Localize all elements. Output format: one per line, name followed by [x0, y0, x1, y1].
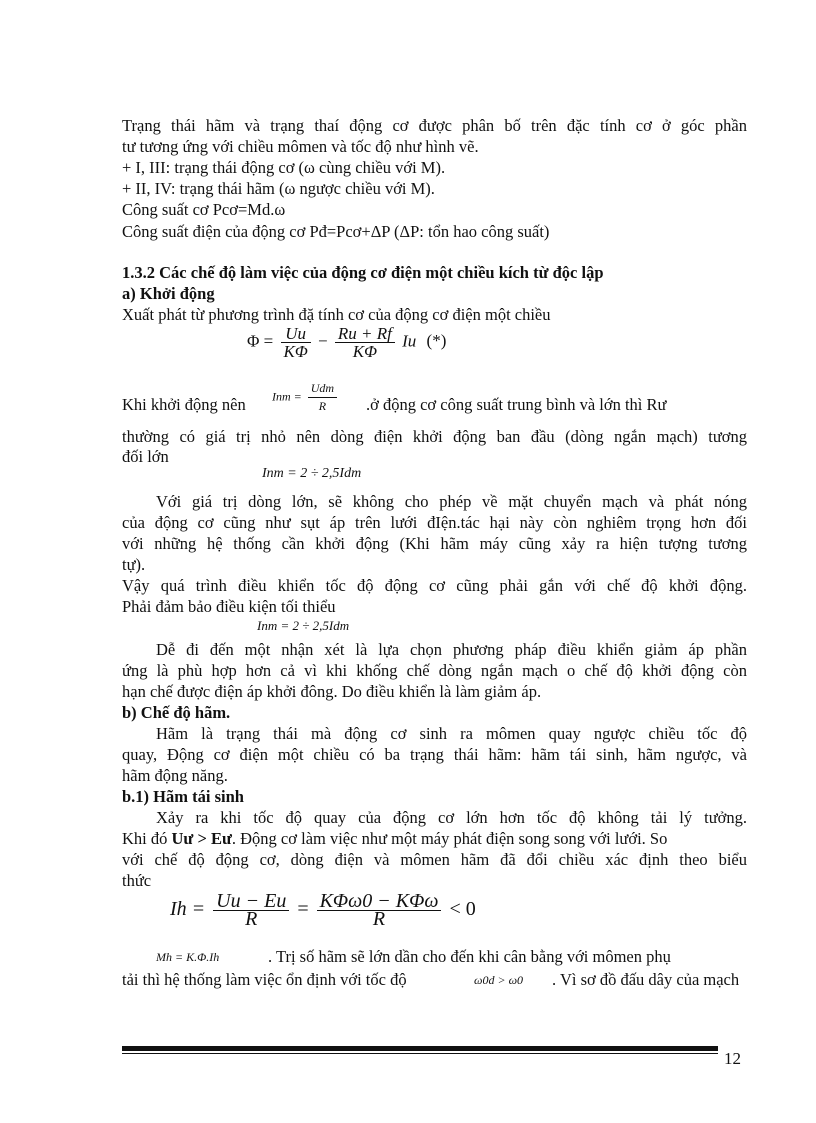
paragraph-line: đối lớn — [122, 447, 169, 466]
paragraph-line: với chế độ động cơ, dòng điện và mômen hãm đã đổi chiều xác định theo biểu — [122, 850, 747, 869]
footer-rule-thin — [122, 1053, 718, 1054]
paragraph-line: Khi khởi động nên — [122, 395, 246, 414]
paragraph-line: Xuất phát từ phương trình đặ tính cơ của động cơ điện một chiều — [122, 305, 551, 324]
equation-braking-torque: Mh = K.Φ.Ih — [156, 950, 220, 964]
paragraph-line: tự). — [122, 555, 146, 574]
eq1-lhs: Φ = — [247, 331, 274, 351]
paragraph-line: của động cơ cũng như sụt áp trên lưới đIện.tác hại này còn nghiêm trọng hơn đối — [122, 513, 747, 532]
subheading-regenerative: b.1) Hãm tái sinh — [122, 787, 244, 806]
paragraph-line: Phải đảm bảo điều kiện tối thiểu — [122, 597, 336, 616]
equation-start-current: Inm = $\frac{\text{Udm}}{R}$ — [272, 380, 340, 415]
equation-braking-current: Ih = $\frac{Uu - Eu}{R}$ = $\frac{\text{KΦω0 − KΦω}}{R}$ < 0 — [170, 890, 476, 930]
paragraph-line: + II, IV: trạng thái hãm (ω ngược chiều với M). — [122, 179, 435, 198]
eq1-fraction-1: $\frac{Uu}{K\Phi}$ — [281, 325, 311, 360]
paragraph-line: Xảy ra khi tốc độ quay của động cơ lớn hơn tốc độ không tải lý tưởng. — [156, 808, 747, 827]
paragraph-line: Với giá trị dòng lớn, sẽ không cho phép về mặt chuyển mạch và phát nóng — [156, 492, 747, 511]
paragraph-line: + I, III: trạng thái động cơ (ω cùng chiều với M). — [122, 158, 446, 177]
paragraph-line: Dễ đi đến một nhận xét là lựa chọn phương pháp điều khiển giảm áp phần — [156, 640, 747, 659]
paragraph-line: ứng là phù hợp hơn cả vì khi khống chế dòng ngắn mạch o chế độ khởi động còn — [122, 661, 747, 680]
paragraph-line: hạn chế được điện áp khởi đông. Do điều khiển là làm giảm áp. — [122, 682, 542, 701]
paragraph-line: Công suất cơ Pcơ=Md.ω — [122, 200, 286, 219]
equation-min-condition: Inm = 2 ÷ 2,5Idm — [257, 618, 350, 633]
paragraph-line: Công suất điện của động cơ Pđ=Pcơ+ΔP (ΔP: tổn hao công suất) — [122, 222, 550, 241]
equation-speed: ω0d > ω0 — [474, 973, 524, 987]
paragraph-line: Hãm là trạng thái mà động cơ sinh ra mômen quay ngược chiều tốc độ — [156, 724, 747, 743]
paragraph-line: tư tương ứng với chiều mômen và tốc độ như hình vẽ. — [122, 137, 479, 156]
paragraph-line: . Vì sơ đồ đấu dây của mạch — [552, 970, 740, 989]
paragraph-line: . Trị số hãm sẽ lớn dần cho đến khi cân bằng với mômen phụ — [268, 947, 671, 966]
eq1-fraction-2: $\frac{Ru + Rf}{K\Phi}$ — [335, 325, 395, 360]
paragraph-line: .ở động cơ công suất trung bình và lớn thì Rư — [366, 395, 667, 414]
paragraph-line: quay, Động cơ điện một chiều có ba trạng thái hãm: hãm tái sinh, hãm ngược, và — [122, 745, 747, 764]
paragraph-line: thường có giá trị nhỏ nên dòng điện khởi động ban đầu (dòng ngắn mạch) tương — [122, 427, 747, 446]
paragraph-line: hãm động năng. — [122, 766, 228, 785]
paragraph-line: tải thì hệ thống làm việc ổn định với tốc độ — [122, 970, 407, 989]
condition-bold: Uư > Eư — [171, 829, 232, 848]
equation-flux: Φ = $\frac{Uu}{K\Phi}$ − $\frac{Ru + Rf}{K\Phi}$ Iu (*) — [247, 324, 447, 361]
page-number: 12 — [724, 1049, 741, 1068]
subheading-braking: b) Chế độ hãm. — [122, 703, 231, 722]
paragraph-line: với những hệ thống cần khởi động (Khi hãm máy cũng xảy ra hiện tượng tương — [122, 534, 747, 553]
paragraph-line: thức — [122, 871, 152, 890]
section-heading: 1.3.2 Các chế độ làm việc của động cơ điện một chiều kích từ độc lập — [122, 263, 604, 282]
paragraph-line: Khi đó Uư > Eư. Động cơ làm việc như một máy phát điện song song với lưới. So — [122, 829, 668, 848]
paragraph-line: Vậy quá trình điều khiển tốc độ động cơ cũng phải gắn với chế độ khởi động. — [122, 576, 747, 595]
equation-tag: (*) — [426, 331, 447, 351]
footer-rule-thick — [122, 1046, 718, 1051]
subheading-start: a) Khởi động — [122, 284, 215, 303]
equation-start-ratio: Inm = 2 ÷ 2,5Idm — [262, 466, 362, 481]
paragraph-line: Trạng thái hãm và trạng thaí động cơ được phân bố trên đặc tính cơ ở góc phần — [122, 116, 747, 135]
